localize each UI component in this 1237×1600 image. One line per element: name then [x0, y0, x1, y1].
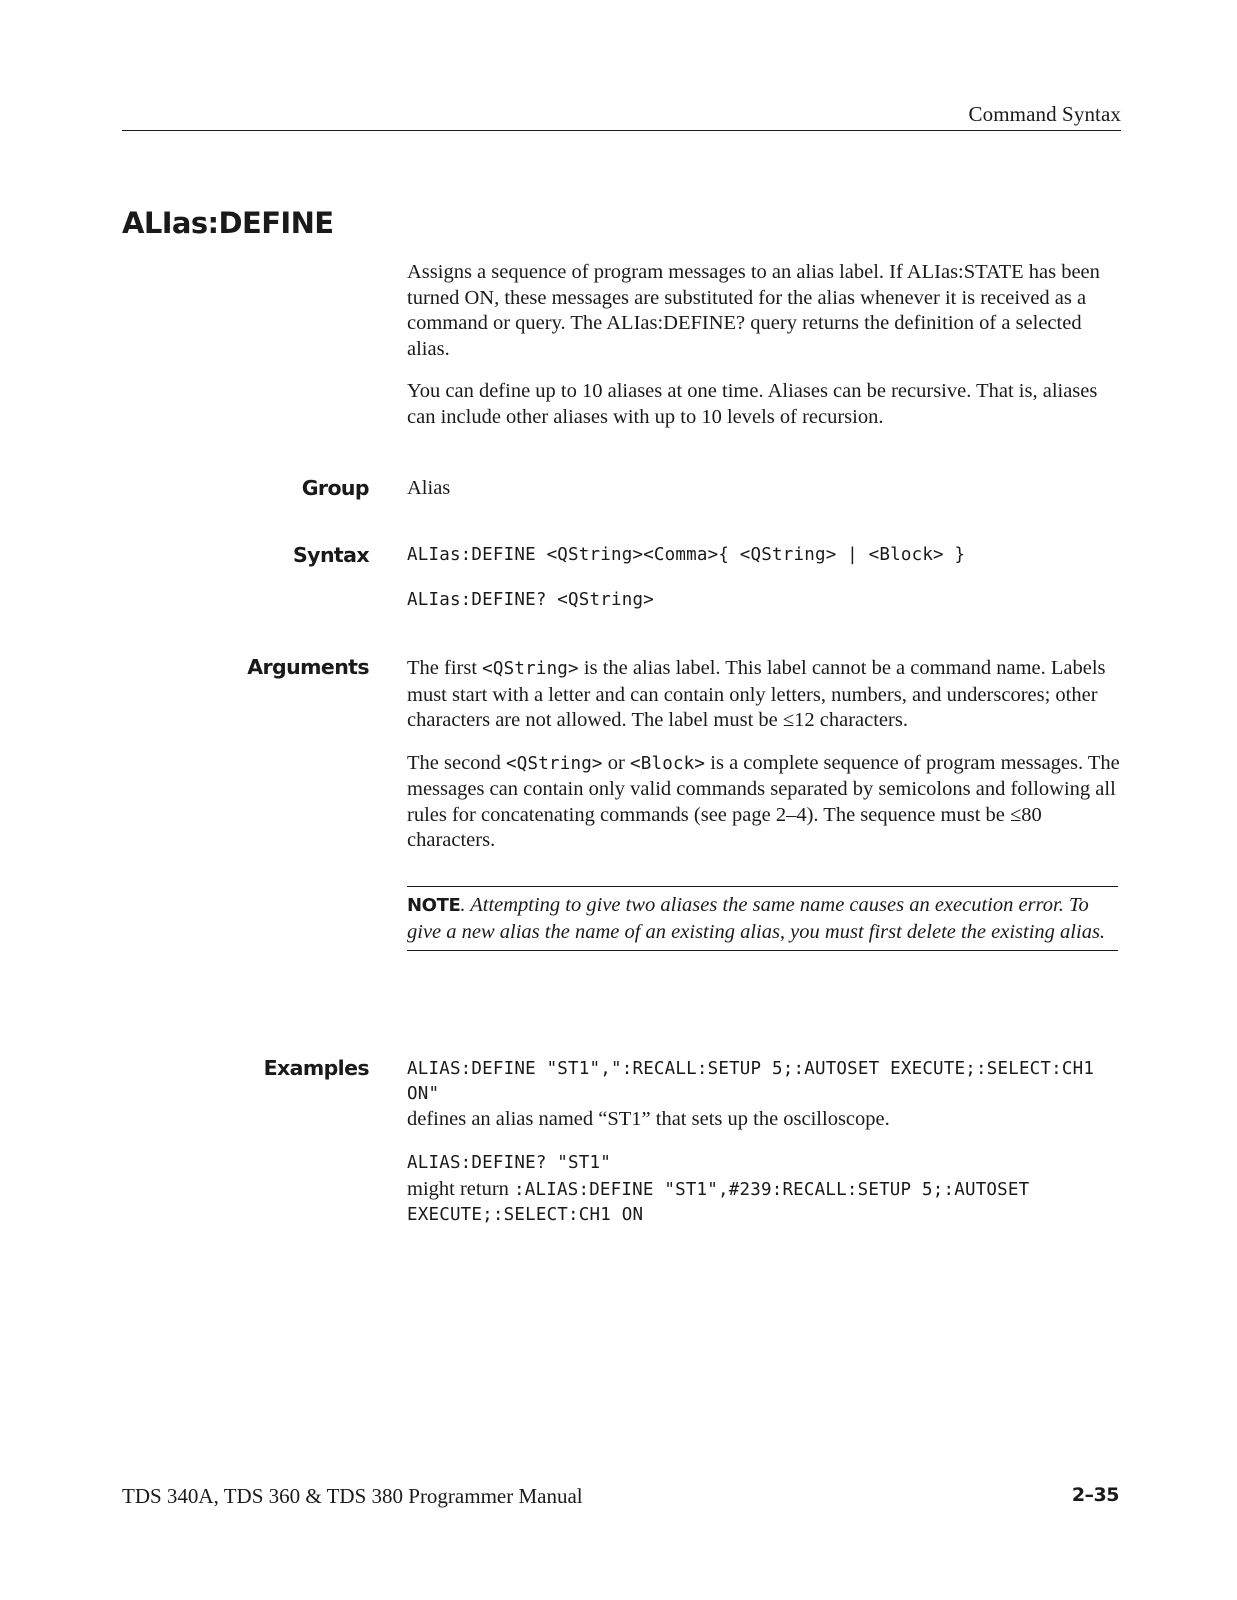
- example-code: ALIAS:DEFINE? "ST1": [407, 1153, 611, 1173]
- header-divider: [122, 130, 1121, 131]
- example-return-code: :ALIAS:DEFINE "ST1",#239:RECALL:SETUP 5;:AUTOSET: [514, 1180, 1030, 1200]
- syntax-line: ALIas:DEFINE? <QString>: [407, 590, 654, 610]
- group-label: Group: [301, 476, 369, 500]
- argument-code: <QString>: [482, 659, 579, 679]
- argument-paragraph: [407, 751, 1121, 854]
- group-value: Alias: [407, 477, 451, 499]
- arguments-label: Arguments: [247, 655, 369, 679]
- examples-label: Examples: [263, 1056, 369, 1080]
- example-code: ON": [407, 1084, 440, 1104]
- argument-text: is a complete sequence of program messages. The messages can contain only valid commands separated by semicolons and following all rules for concatenating commands (see page 2–4). The sequence must be ≤80 characters.: [407, 751, 1120, 851]
- syntax-line: ALIas:DEFINE <QString><Comma>{ <QString> | <Block> }: [407, 545, 966, 565]
- note-label: NOTE: [407, 895, 461, 916]
- argument-code: <Block>: [630, 753, 706, 774]
- argument-paragraph: [407, 656, 1121, 734]
- example-code: ALIAS:DEFINE "ST1",":RECALL:SETUP 5;:AUTOSET EXECUTE;:SELECT:CH1: [407, 1059, 1095, 1079]
- argument-text: The first: [407, 657, 483, 679]
- command-title: ALIas:DEFINE: [122, 206, 334, 240]
- description-paragraph: You can define up to 10 aliases at one time. Aliases can be recursive. That is, aliases can include other aliases with up to 10 levels of recursion.: [407, 380, 1098, 428]
- note-box: [407, 886, 1118, 951]
- description-paragraph: Assigns a sequence of program messages to an alias label. If ALIas:STATE has been turned ON, these messages are substituted for the alias whenever it is received as a command or query. The ALIas:DEFINE? query returns the definition of a selected alias.: [407, 261, 1100, 360]
- command-description: [407, 260, 1121, 430]
- argument-text: is the alias label. This label cannot be a command name. Labels must start with a letter and can contain only letters, numbers, and underscores; other characters are not allowed. The label must be ≤12 characters.: [407, 657, 1106, 731]
- example-return-text: might return: [407, 1178, 515, 1200]
- argument-code: <QString>: [506, 753, 603, 774]
- arguments-body: [407, 656, 1121, 854]
- example-description: defines an alias named “ST1” that sets up the oscilloscope.: [407, 1108, 890, 1130]
- note-text: . Attempting to give two aliases the same name causes an execution error. To give a new alias the name of an existing alias, you must first delete the existing alias.: [407, 894, 1106, 943]
- argument-text: The second: [407, 751, 507, 774]
- example-return: [407, 1177, 1121, 1204]
- manual-title: TDS 340A, TDS 360 & TDS 380 Programmer Manual: [122, 1484, 583, 1508]
- syntax-label: Syntax: [293, 543, 369, 567]
- argument-text: or: [602, 751, 630, 774]
- section-title: Command Syntax: [968, 102, 1121, 126]
- page-number: 2–35: [1071, 1484, 1119, 1506]
- example-return-code: EXECUTE;:SELECT:CH1 ON: [407, 1205, 644, 1225]
